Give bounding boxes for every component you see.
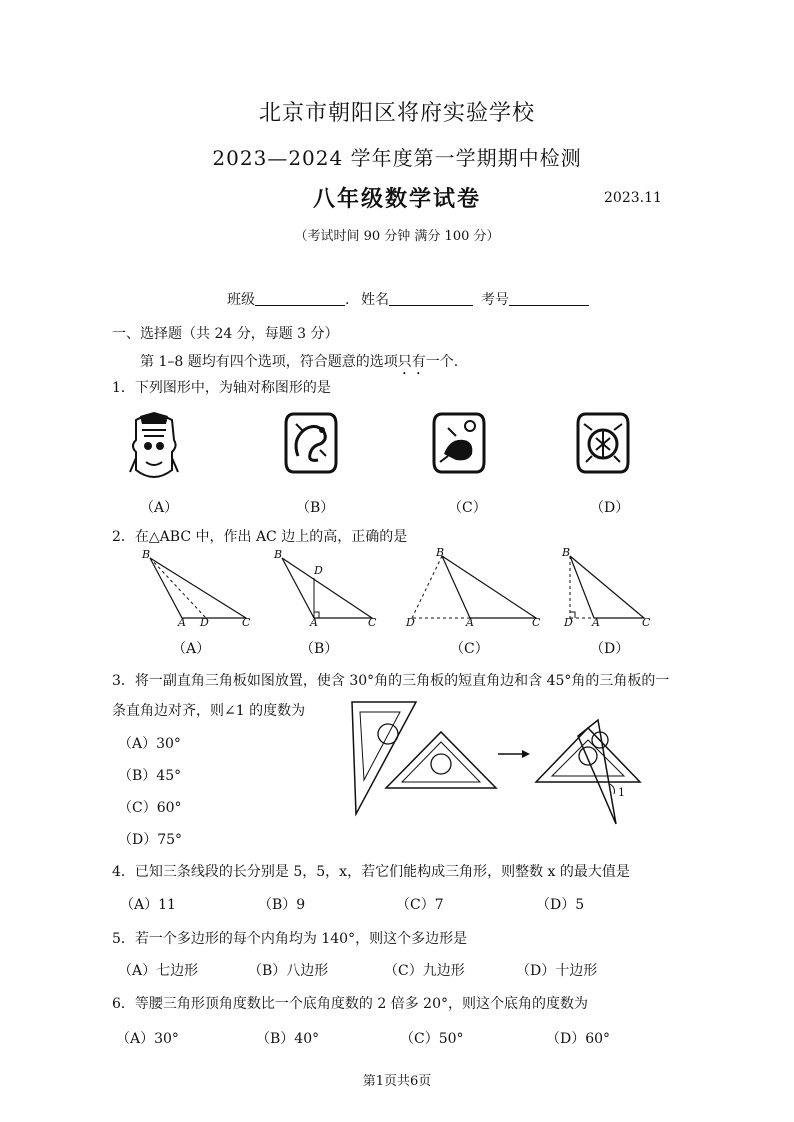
name-blank[interactable] <box>389 291 473 306</box>
q4-option-c[interactable]: （C）7 <box>396 897 444 913</box>
class-field[interactable]: 班级 . <box>227 292 350 308</box>
q4-option-a[interactable]: （A）11 <box>120 897 176 913</box>
question-2-text: 2．在△ABC 中，作出 AC 边上的高，正确的是 <box>112 529 408 545</box>
svg-text:B: B <box>436 546 445 559</box>
q2-option-b[interactable]: （B） <box>300 641 339 657</box>
svg-text:A: A <box>592 616 600 628</box>
q3-option-b[interactable]: （B）45° <box>118 768 182 784</box>
page-footer: 第1页共6页 <box>362 1074 432 1089</box>
paper-cut-figure-d <box>574 410 632 476</box>
q1-option-c[interactable]: （C） <box>448 500 487 516</box>
exam-info: （考试时间 90 分钟 满分 100 分） <box>294 229 500 244</box>
q1-option-b[interactable]: （B） <box>296 500 335 516</box>
svg-text:D: D <box>200 616 209 628</box>
q1-option-a[interactable]: （A） <box>140 500 179 516</box>
paper-cut-figure-b <box>282 410 340 476</box>
paper-cut-figure-c <box>430 410 488 476</box>
q5-option-c[interactable]: （C）九边形 <box>384 963 465 979</box>
q6-option-a[interactable]: （A）30° <box>116 1031 179 1047</box>
class-label: 班级 <box>227 292 255 308</box>
q3-option-d[interactable]: （D）75° <box>118 832 183 848</box>
q2-option-d[interactable]: （D） <box>590 641 630 657</box>
svg-text:B: B <box>142 548 151 561</box>
q2-triangle-b <box>268 546 386 628</box>
svg-text:D: D <box>564 616 573 628</box>
number-label: 考号 <box>481 292 509 308</box>
svg-text:D: D <box>406 616 415 628</box>
q2-triangle-a <box>136 546 260 628</box>
q5-option-a[interactable]: （A）七边形 <box>118 963 199 979</box>
term-title: 2023—2024 学年度第一学期期中检测 <box>212 146 582 170</box>
svg-text:D: D <box>314 564 323 577</box>
q2-option-c[interactable]: （C） <box>450 641 489 657</box>
q2-option-a[interactable]: （A） <box>172 641 211 657</box>
q3-option-a[interactable]: （A）30° <box>118 736 181 752</box>
q3-set-squares-figure <box>346 696 646 830</box>
svg-text:B: B <box>562 546 571 559</box>
question-1-text: 1．下列图形中，为轴对称图形的是 <box>112 380 331 396</box>
q1-option-d[interactable]: （D） <box>590 500 630 516</box>
exam-title: 八年级数学试卷 <box>312 186 481 212</box>
section-instruction: 第 1–8 题均有四个选项，符合题意的选项只有一个. <box>140 354 459 370</box>
class-blank[interactable] <box>255 291 345 306</box>
question-4-text: 4．已知三条线段的长分别是 5，5，x，若它们能构成三角形，则整数 x 的最大值是 <box>112 864 630 880</box>
q6-option-c[interactable]: （C）50° <box>400 1031 464 1047</box>
angle-1-label: 1 <box>618 786 625 799</box>
q6-option-b[interactable]: （B）40° <box>256 1031 320 1047</box>
exam-date: 2023.11 <box>604 190 662 206</box>
question-5-text: 5．若一个多边形的每个内角均为 140°，则这个多边形是 <box>112 931 468 947</box>
question-6-text: 6．等腰三角形顶角度数比一个底角度数的 2 倍多 20°，则这个底角的度数为 <box>112 996 588 1012</box>
svg-text:A: A <box>310 616 318 628</box>
q4-option-d[interactable]: （D）5 <box>536 897 585 913</box>
section-heading: 一、选择题（共 24 分，每题 3 分） <box>112 326 339 342</box>
q2-triangle-d <box>556 546 656 628</box>
svg-text:C: C <box>368 616 377 628</box>
svg-text:A: A <box>178 616 186 628</box>
svg-text:B: B <box>274 548 283 561</box>
emphasis-only: 只有 <box>397 354 426 370</box>
q5-option-b[interactable]: （B）八边形 <box>248 963 329 979</box>
question-3-text-line2: 条直角边对齐，则∠1 的度数为 <box>112 703 306 719</box>
school-name: 北京市朝阳区将府实验学校 <box>258 101 535 126</box>
svg-text:C: C <box>532 616 541 628</box>
number-blank[interactable] <box>509 291 589 306</box>
q2-triangle-c <box>400 546 548 628</box>
q5-option-d[interactable]: （D）十边形 <box>516 963 598 979</box>
q6-option-d[interactable]: （D）60° <box>546 1031 611 1047</box>
number-field[interactable] <box>481 289 589 309</box>
q3-option-c[interactable]: （C）60° <box>118 800 182 816</box>
paper-cut-figure-a <box>128 410 180 486</box>
svg-text:C: C <box>642 616 651 628</box>
svg-text:C: C <box>242 616 251 628</box>
question-3-text-line1: 3．将一副直角三角板如图放置，使含 30°角的三角板的短直角边和含 45°角的三角板的一 <box>112 673 670 689</box>
q4-option-b[interactable]: （B）9 <box>258 897 306 913</box>
svg-text:A: A <box>466 616 474 628</box>
name-label: 姓名 <box>361 292 389 308</box>
name-field[interactable] <box>361 289 473 309</box>
